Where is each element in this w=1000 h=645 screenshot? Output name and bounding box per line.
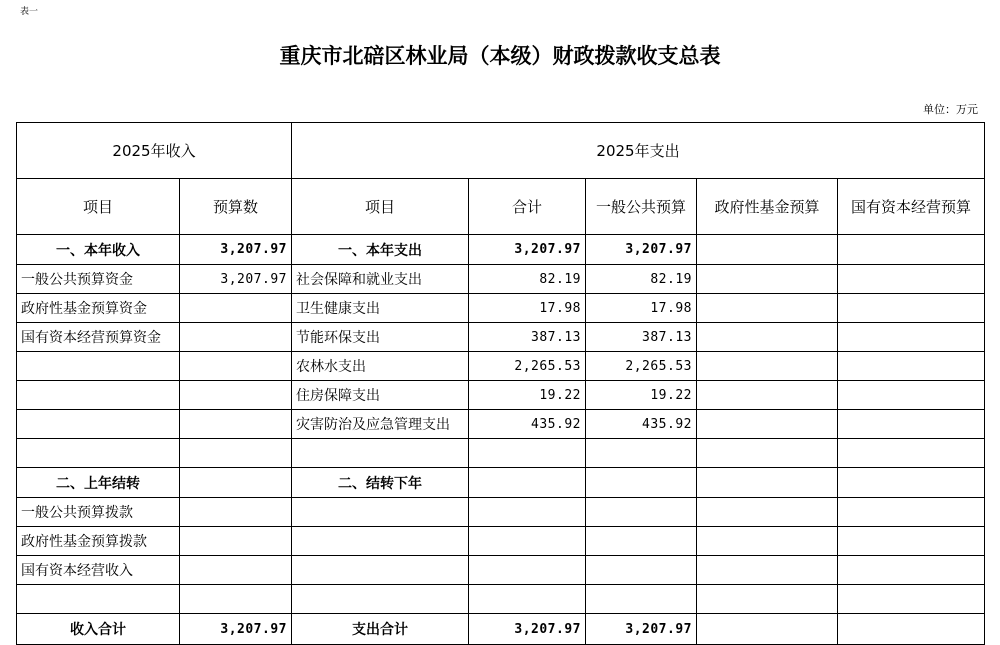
- expense-item: [292, 585, 469, 614]
- income-value: [180, 294, 292, 323]
- table-row: [17, 498, 985, 527]
- income-total-label: 收入合计: [17, 614, 180, 645]
- expense-total-value: 3,207.97: [469, 614, 586, 645]
- state-capital-value: [838, 556, 985, 585]
- total-value: [469, 439, 586, 468]
- income-value: [180, 585, 292, 614]
- income-item: 国有资本经营收入: [17, 556, 180, 585]
- expense-item: 节能环保支出: [292, 323, 469, 352]
- total-value: 435.92: [469, 410, 586, 439]
- income-item: [17, 381, 180, 410]
- col-state-capital-budget: 国有资本经营预算: [838, 179, 985, 235]
- expense-section-header: 2025年支出: [292, 123, 985, 179]
- general-total-value: 3,207.97: [586, 614, 697, 645]
- expense-item: 农林水支出: [292, 352, 469, 381]
- total-value: [469, 468, 586, 498]
- gov-fund-total-value: [697, 614, 838, 645]
- table-row: [17, 352, 985, 381]
- income-item: 一般公共预算资金: [17, 265, 180, 294]
- general-value: 3,207.97: [586, 235, 697, 265]
- state-capital-value: [838, 235, 985, 265]
- total-value: 3,207.97: [469, 235, 586, 265]
- income-item: [17, 410, 180, 439]
- col-gov-fund-budget: 政府性基金预算: [697, 179, 838, 235]
- income-value: [180, 381, 292, 410]
- state-capital-value: [838, 439, 985, 468]
- income-value: 3,207.97: [180, 235, 292, 265]
- state-capital-value: [838, 585, 985, 614]
- table-row: [17, 235, 985, 265]
- general-value: [586, 585, 697, 614]
- expense-item: 住房保障支出: [292, 381, 469, 410]
- general-value: 2,265.53: [586, 352, 697, 381]
- budget-summary-table: [16, 122, 985, 645]
- general-value: [586, 498, 697, 527]
- gov-fund-value: [697, 468, 838, 498]
- table-row: [17, 439, 985, 468]
- expense-item: [292, 556, 469, 585]
- total-value: [469, 556, 586, 585]
- total-value: [469, 585, 586, 614]
- general-value: 435.92: [586, 410, 697, 439]
- income-value: [180, 352, 292, 381]
- income-item: [17, 585, 180, 614]
- column-header-row: [17, 179, 985, 235]
- table-row: [17, 468, 985, 498]
- income-value: [180, 468, 292, 498]
- col-total: 合计: [469, 179, 586, 235]
- gov-fund-value: [697, 323, 838, 352]
- expense-item: 社会保障和就业支出: [292, 265, 469, 294]
- state-capital-value: [838, 323, 985, 352]
- total-value: [469, 527, 586, 556]
- gov-fund-value: [697, 294, 838, 323]
- income-value: [180, 410, 292, 439]
- income-value: [180, 323, 292, 352]
- total-value: 2,265.53: [469, 352, 586, 381]
- col-income-item: 项目: [17, 179, 180, 235]
- total-value: 17.98: [469, 294, 586, 323]
- col-general-budget: 一般公共预算: [586, 179, 697, 235]
- income-value: 3,207.97: [180, 265, 292, 294]
- state-capital-value: [838, 352, 985, 381]
- table-row: [17, 381, 985, 410]
- income-item: 一、本年收入: [17, 235, 180, 265]
- income-value: [180, 498, 292, 527]
- income-section-header: 2025年收入: [17, 123, 292, 179]
- gov-fund-value: [697, 410, 838, 439]
- expense-item: [292, 498, 469, 527]
- table-row: [17, 556, 985, 585]
- income-item: 政府性基金预算拨款: [17, 527, 180, 556]
- gov-fund-value: [697, 527, 838, 556]
- expense-item: 二、结转下年: [292, 468, 469, 498]
- income-item: [17, 352, 180, 381]
- state-capital-value: [838, 265, 985, 294]
- general-value: 17.98: [586, 294, 697, 323]
- gov-fund-value: [697, 352, 838, 381]
- state-capital-value: [838, 468, 985, 498]
- col-expense-item: 项目: [292, 179, 469, 235]
- gov-fund-value: [697, 235, 838, 265]
- state-capital-value: [838, 498, 985, 527]
- table-row: [17, 323, 985, 352]
- gov-fund-value: [697, 585, 838, 614]
- expense-item: 一、本年支出: [292, 235, 469, 265]
- unit-label: 单位：万元: [923, 103, 978, 116]
- state-capital-total-value: [838, 614, 985, 645]
- col-income-budget: 预算数: [180, 179, 292, 235]
- expense-item: [292, 527, 469, 556]
- section-header-row: [17, 123, 985, 179]
- totals-row: [17, 614, 985, 645]
- general-value: 387.13: [586, 323, 697, 352]
- general-value: [586, 468, 697, 498]
- state-capital-value: [838, 410, 985, 439]
- income-item: 一般公共预算拨款: [17, 498, 180, 527]
- total-value: 82.19: [469, 265, 586, 294]
- general-value: 82.19: [586, 265, 697, 294]
- state-capital-value: [838, 527, 985, 556]
- gov-fund-value: [697, 498, 838, 527]
- expense-item: 卫生健康支出: [292, 294, 469, 323]
- gov-fund-value: [697, 265, 838, 294]
- general-value: [586, 527, 697, 556]
- general-value: [586, 439, 697, 468]
- income-value: [180, 527, 292, 556]
- state-capital-value: [838, 381, 985, 410]
- general-value: [586, 556, 697, 585]
- total-value: [469, 498, 586, 527]
- expense-item: 灾害防治及应急管理支出: [292, 410, 469, 439]
- general-value: 19.22: [586, 381, 697, 410]
- table-number-label: 表一: [20, 7, 39, 17]
- total-value: 387.13: [469, 323, 586, 352]
- table-row: [17, 410, 985, 439]
- income-total-value: 3,207.97: [180, 614, 292, 645]
- gov-fund-value: [697, 439, 838, 468]
- table-row: [17, 265, 985, 294]
- income-item: 国有资本经营预算资金: [17, 323, 180, 352]
- table-row: [17, 527, 985, 556]
- income-value: [180, 556, 292, 585]
- total-value: 19.22: [469, 381, 586, 410]
- income-value: [180, 439, 292, 468]
- table-row: [17, 294, 985, 323]
- income-item: 政府性基金预算资金: [17, 294, 180, 323]
- gov-fund-value: [697, 556, 838, 585]
- expense-item: [292, 439, 469, 468]
- page-title: 重庆市北碚区林业局（本级）财政拨款收支总表: [279, 43, 721, 68]
- expense-total-label: 支出合计: [292, 614, 469, 645]
- income-item: [17, 439, 180, 468]
- gov-fund-value: [697, 381, 838, 410]
- state-capital-value: [838, 294, 985, 323]
- income-item: 二、上年结转: [17, 468, 180, 498]
- table-row: [17, 585, 985, 614]
